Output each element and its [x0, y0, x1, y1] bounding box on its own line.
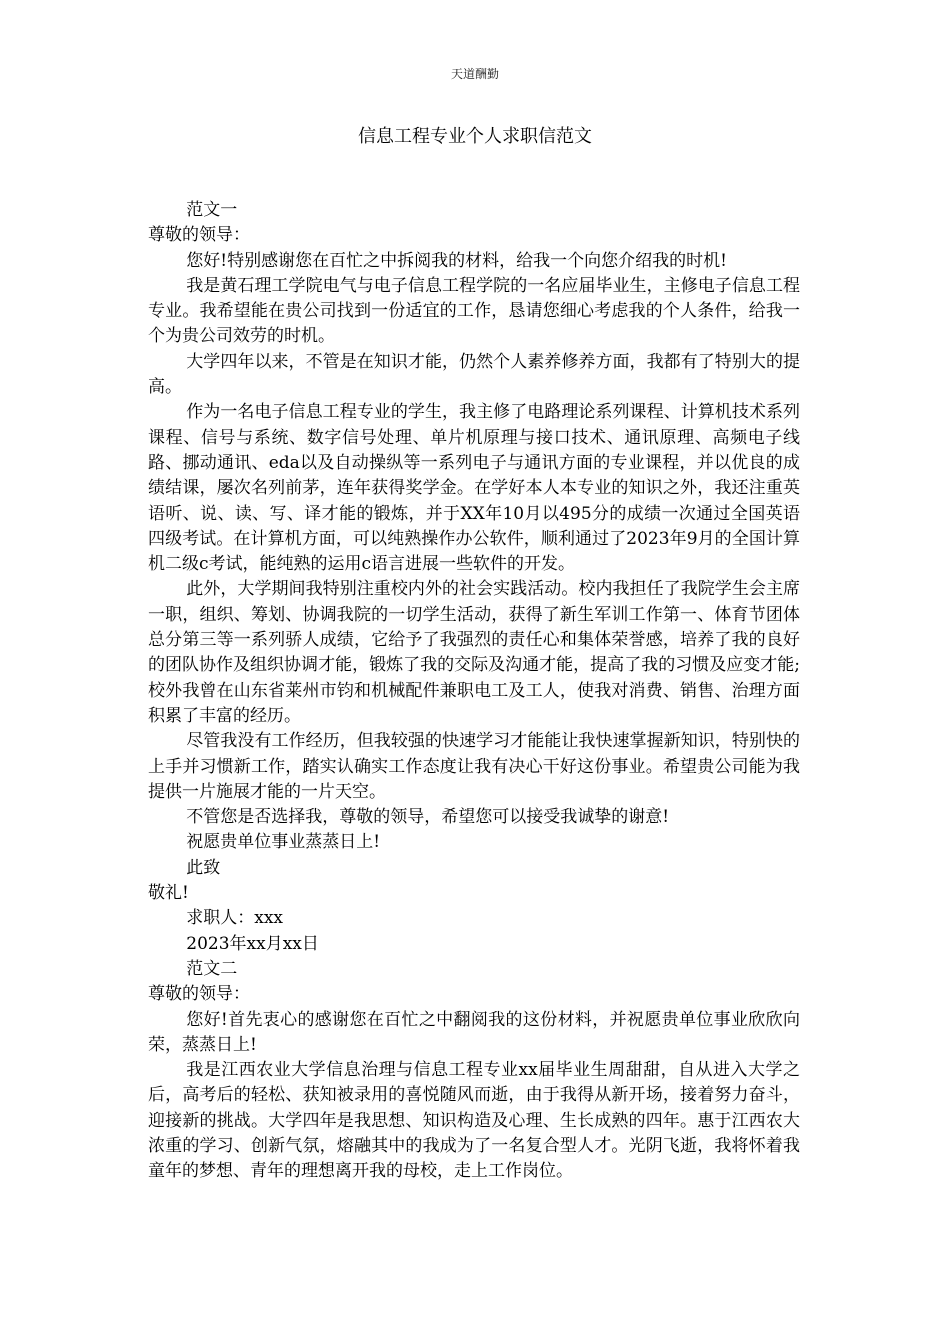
document-title: 信息工程专业个人求职信范文	[358, 126, 592, 147]
signature: 求职人：xxx	[186, 908, 284, 929]
paragraph: 您好!首先衷心的感谢您在百忙之中翻阅我的这份材料，并祝愿贵单位事业欣欣向荣，蒸蒸日上!	[148, 1009, 800, 1055]
closing-phrase: 此致	[186, 857, 221, 878]
salutation-1: 尊敬的领导：	[148, 225, 250, 246]
section-heading-2: 范文二	[186, 958, 238, 979]
date: 2023年xx月xx日	[186, 933, 319, 954]
paragraph: 此外，大学期间我特别注重校内外的社会实践活动。校内我担任了我院学生会主席一职，组织、筹划、协调我院的一切学生活动，获得了新生军训工作第一、体育节团体总分第三等一系列骄人成绩，它给予了我强烈的责任心和集体荣誉感，培养了我的良好的团队协作及组织协调才能，锻炼了我的交际及沟通才能，提高了我的习惯及应变才能;校外我曾在山东省莱州市钧和机械配件兼职电工及工人，使我对消费、销售、治理方面积累了丰富的经历。	[148, 579, 800, 726]
closing-salute: 敬礼!	[148, 883, 189, 904]
paragraph: 作为一名电子信息工程专业的学生，我主修了电路理论系列课程、计算机技术系列课程、信号与系统、数字信号处理、单片机原理与接口技术、通讯原理、高频电子线路、挪动通讯、eda以及自动操纵等一系列电子与通讯方面的专业课程，并以优良的成绩结课，屡次名列前茅，连年获得奖学金。在学好本人本专业的知识之外，我还注重英语听、说、读、写、译才能的锻炼，并于XX年10月以495分的成绩一次通过全国英语四级考试。在计算机方面，可以纯熟操作办公软件，顺利通过了2023年9月的全国计算机二级c考试，能纯熟的运用c语言进展一些软件的开发。	[148, 402, 800, 575]
paragraph: 不管您是否选择我，尊敬的领导，希望您可以接受我诚挚的谢意!	[186, 807, 670, 828]
document-body	[148, 198, 800, 1185]
paragraph: 尽管我没有工作经历，但我较强的快速学习才能能让我快速掌握新知识，特别快的上手并习惯新工作，踏实认确实工作态度让我有决心干好这份事业。希望贵公司能为我提供一片施展才能的一片天空。	[148, 731, 800, 802]
paragraph: 我是黄石理工学院电气与电子信息工程学院的一名应届毕业生，主修电子信息工程专业。我希望能在贵公司找到一份适宜的工作，恳请您细心考虑我的个人条件，给我一个为贵公司效劳的时机。	[148, 275, 800, 347]
paragraph: 大学四年以来，不管是在知识才能，仍然个人素养修养方面，我都有了特别大的提高。	[148, 351, 800, 398]
page-header: 天道酬勤	[450, 67, 499, 81]
paragraph: 您好!特别感谢您在百忙之中拆阅我的材料，给我一个向您介绍我的时机!	[186, 250, 727, 271]
paragraph: 祝愿贵单位事业蒸蒸日上!	[186, 832, 381, 853]
salutation-2: 尊敬的领导：	[148, 984, 250, 1005]
paragraph: 我是江西农业大学信息治理与信息工程专业xx届毕业生周甜甜，自从进入大学之后，高考后的轻松、获知被录用的喜悦随风而逝，由于我得从新开场，接着努力奋斗，迎接新的挑战。大学四年是我思想、知识构造及心理、生长成熟的四年。惠于江西农大浓重的学习、创新气氛，熔融其中的我成为了一名复合型人才。光阴飞逝，我将怀着我童年的梦想、青年的理想离开我的母校，走上工作岗位。	[148, 1060, 800, 1182]
section-heading-1: 范文一	[186, 200, 238, 220]
